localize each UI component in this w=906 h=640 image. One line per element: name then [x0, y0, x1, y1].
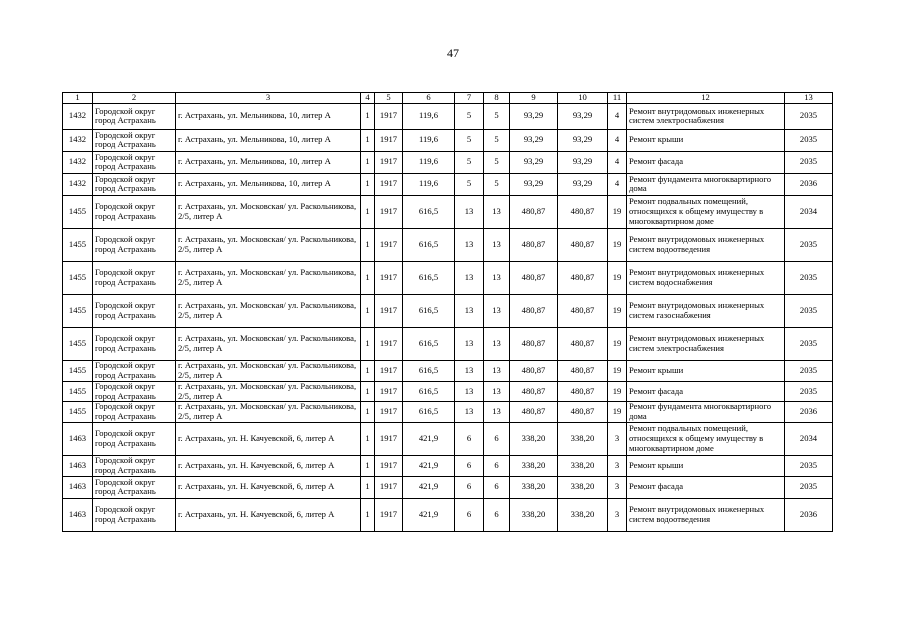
cell-municipality: Городской округ город Астрахань [93, 327, 176, 360]
cell-column-9: 93,29 [510, 173, 558, 195]
cell-column-10: 93,29 [558, 151, 608, 173]
cell-area: 616,5 [403, 294, 455, 327]
cell-year: 1917 [375, 498, 403, 531]
cell-row-id: 1455 [63, 228, 93, 261]
cell-area: 421,9 [403, 456, 455, 477]
cell-column-7: 13 [455, 360, 484, 381]
cell-column-11: 19 [608, 228, 627, 261]
cell-column-10: 338,20 [558, 423, 608, 456]
cell-plan-year: 2036 [785, 173, 833, 195]
table-row [63, 294, 833, 327]
cell-column-4: 1 [361, 103, 375, 129]
cell-area: 616,5 [403, 261, 455, 294]
cell-work-type: Ремонт фасада [627, 381, 785, 402]
cell-row-id: 1463 [63, 423, 93, 456]
table-row [63, 327, 833, 360]
cell-column-11: 3 [608, 423, 627, 456]
cell-address: г. Астрахань, ул. Московская/ ул. Раскольникова, 2/5, литер А [176, 195, 361, 228]
cell-column-11: 3 [608, 476, 627, 498]
cell-column-11: 19 [608, 294, 627, 327]
cell-column-10: 338,20 [558, 456, 608, 477]
cell-column-10: 338,20 [558, 476, 608, 498]
cell-column-7: 5 [455, 129, 484, 151]
cell-row-id: 1455 [63, 360, 93, 381]
cell-plan-year: 2034 [785, 423, 833, 456]
cell-work-type: Ремонт подвальных помещений, относящихся к общему имуществу в многоквартирном доме [627, 423, 785, 456]
cell-column-9: 480,87 [510, 294, 558, 327]
cell-column-11: 19 [608, 261, 627, 294]
cell-column-7: 6 [455, 476, 484, 498]
cell-column-8: 13 [484, 294, 510, 327]
table-row [63, 402, 833, 423]
cell-area: 616,5 [403, 381, 455, 402]
table-row [63, 129, 833, 151]
cell-column-8: 13 [484, 195, 510, 228]
cell-column-7: 13 [455, 294, 484, 327]
cell-year: 1917 [375, 476, 403, 498]
cell-column-9: 480,87 [510, 261, 558, 294]
table-row [63, 103, 833, 129]
cell-column-8: 13 [484, 228, 510, 261]
cell-column-10: 93,29 [558, 103, 608, 129]
cell-area: 119,6 [403, 129, 455, 151]
cell-column-4: 1 [361, 294, 375, 327]
cell-column-9: 93,29 [510, 129, 558, 151]
cell-row-id: 1463 [63, 456, 93, 477]
cell-year: 1917 [375, 195, 403, 228]
cell-column-11: 19 [608, 327, 627, 360]
cell-year: 1917 [375, 456, 403, 477]
cell-address: г. Астрахань, ул. Н. Качуевской, 6, литер А [176, 456, 361, 477]
header-cell: 13 [785, 93, 833, 104]
cell-municipality: Городской округ город Астрахань [93, 498, 176, 531]
cell-area: 616,5 [403, 360, 455, 381]
cell-column-8: 6 [484, 423, 510, 456]
cell-column-11: 4 [608, 151, 627, 173]
cell-year: 1917 [375, 360, 403, 381]
cell-column-9: 480,87 [510, 228, 558, 261]
cell-column-10: 338,20 [558, 498, 608, 531]
header-cell: 7 [455, 93, 484, 104]
cell-municipality: Городской округ город Астрахань [93, 228, 176, 261]
table-row [63, 381, 833, 402]
cell-area: 616,5 [403, 195, 455, 228]
cell-column-4: 1 [361, 423, 375, 456]
cell-column-9: 338,20 [510, 423, 558, 456]
cell-address: г. Астрахань, ул. Мельникова, 10, литер А [176, 173, 361, 195]
cell-plan-year: 2035 [785, 103, 833, 129]
cell-row-id: 1455 [63, 294, 93, 327]
cell-column-8: 13 [484, 381, 510, 402]
cell-column-10: 480,87 [558, 402, 608, 423]
cell-column-4: 1 [361, 173, 375, 195]
cell-column-7: 5 [455, 103, 484, 129]
cell-area: 421,9 [403, 476, 455, 498]
cell-work-type: Ремонт крыши [627, 360, 785, 381]
cell-column-11: 19 [608, 360, 627, 381]
cell-year: 1917 [375, 294, 403, 327]
cell-address: г. Астрахань, ул. Московская/ ул. Раскольникова, 2/5, литер А [176, 402, 361, 423]
cell-column-9: 480,87 [510, 402, 558, 423]
cell-year: 1917 [375, 402, 403, 423]
cell-column-11: 19 [608, 402, 627, 423]
cell-column-10: 480,87 [558, 327, 608, 360]
cell-column-4: 1 [361, 228, 375, 261]
cell-work-type: Ремонт внутридомовых инженерных систем газоснабжения [627, 294, 785, 327]
cell-column-10: 93,29 [558, 173, 608, 195]
header-cell: 3 [176, 93, 361, 104]
cell-address: г. Астрахань, ул. Московская/ ул. Раскольникова, 2/5, литер А [176, 327, 361, 360]
cell-column-4: 1 [361, 195, 375, 228]
cell-column-8: 5 [484, 173, 510, 195]
table-row [63, 228, 833, 261]
cell-column-9: 338,20 [510, 456, 558, 477]
header-cell: 10 [558, 93, 608, 104]
cell-year: 1917 [375, 327, 403, 360]
cell-column-10: 480,87 [558, 261, 608, 294]
cell-column-11: 19 [608, 195, 627, 228]
cell-column-11: 4 [608, 103, 627, 129]
cell-plan-year: 2035 [785, 360, 833, 381]
cell-column-4: 1 [361, 498, 375, 531]
cell-address: г. Астрахань, ул. Московская/ ул. Раскольникова, 2/5, литер А [176, 261, 361, 294]
cell-work-type: Ремонт фундамента многоквартирного дома [627, 402, 785, 423]
header-cell: 5 [375, 93, 403, 104]
cell-area: 421,9 [403, 423, 455, 456]
cell-column-11: 19 [608, 381, 627, 402]
cell-year: 1917 [375, 423, 403, 456]
cell-column-7: 5 [455, 151, 484, 173]
cell-plan-year: 2036 [785, 402, 833, 423]
table-row [63, 173, 833, 195]
cell-row-id: 1455 [63, 195, 93, 228]
cell-plan-year: 2035 [785, 294, 833, 327]
cell-municipality: Городской округ город Астрахань [93, 151, 176, 173]
cell-column-4: 1 [361, 402, 375, 423]
cell-plan-year: 2034 [785, 195, 833, 228]
cell-column-10: 480,87 [558, 228, 608, 261]
cell-column-9: 338,20 [510, 498, 558, 531]
header-cell: 6 [403, 93, 455, 104]
cell-work-type: Ремонт внутридомовых инженерных систем водоотведения [627, 498, 785, 531]
cell-column-9: 338,20 [510, 476, 558, 498]
cell-column-7: 6 [455, 498, 484, 531]
table-row [63, 423, 833, 456]
cell-year: 1917 [375, 228, 403, 261]
cell-address: г. Астрахань, ул. Московская/ ул. Раскольникова, 2/5, литер А [176, 294, 361, 327]
cell-row-id: 1432 [63, 151, 93, 173]
cell-row-id: 1463 [63, 476, 93, 498]
cell-address: г. Астрахань, ул. Московская/ ул. Раскольникова, 2/5, литер А [176, 228, 361, 261]
table-row [63, 261, 833, 294]
cell-column-8: 6 [484, 498, 510, 531]
header-cell: 12 [627, 93, 785, 104]
cell-area: 616,5 [403, 402, 455, 423]
cell-area: 616,5 [403, 228, 455, 261]
cell-work-type: Ремонт внутридомовых инженерных систем водоснабжения [627, 261, 785, 294]
cell-municipality: Городской округ город Астрахань [93, 360, 176, 381]
cell-row-id: 1463 [63, 498, 93, 531]
cell-plan-year: 2035 [785, 456, 833, 477]
cell-row-id: 1455 [63, 381, 93, 402]
cell-column-8: 6 [484, 456, 510, 477]
cell-column-4: 1 [361, 476, 375, 498]
header-cell: 1 [63, 93, 93, 104]
cell-year: 1917 [375, 261, 403, 294]
cell-column-7: 13 [455, 195, 484, 228]
table-row [63, 360, 833, 381]
cell-column-7: 13 [455, 228, 484, 261]
table-row [63, 476, 833, 498]
header-cell: 2 [93, 93, 176, 104]
cell-column-11: 3 [608, 498, 627, 531]
cell-plan-year: 2035 [785, 129, 833, 151]
cell-work-type: Ремонт крыши [627, 456, 785, 477]
cell-column-7: 6 [455, 456, 484, 477]
cell-column-9: 480,87 [510, 360, 558, 381]
table-row [63, 456, 833, 477]
cell-column-4: 1 [361, 360, 375, 381]
cell-plan-year: 2035 [785, 327, 833, 360]
cell-area: 119,6 [403, 151, 455, 173]
cell-municipality: Городской округ город Астрахань [93, 129, 176, 151]
cell-column-8: 13 [484, 327, 510, 360]
cell-address: г. Астрахань, ул. Н. Качуевской, 6, литер А [176, 498, 361, 531]
cell-plan-year: 2035 [785, 381, 833, 402]
cell-work-type: Ремонт фундамента многоквартирного дома [627, 173, 785, 195]
cell-municipality: Городской округ город Астрахань [93, 261, 176, 294]
cell-plan-year: 2035 [785, 151, 833, 173]
cell-column-4: 1 [361, 261, 375, 294]
cell-address: г. Астрахань, ул. Н. Качуевской, 6, литер А [176, 476, 361, 498]
cell-year: 1917 [375, 151, 403, 173]
cell-municipality: Городской округ город Астрахань [93, 381, 176, 402]
cell-column-4: 1 [361, 129, 375, 151]
cell-column-4: 1 [361, 151, 375, 173]
cell-column-4: 1 [361, 381, 375, 402]
cell-column-9: 480,87 [510, 195, 558, 228]
cell-municipality: Городской округ город Астрахань [93, 173, 176, 195]
cell-column-8: 5 [484, 151, 510, 173]
cell-column-7: 13 [455, 381, 484, 402]
page-number: 47 [447, 46, 459, 60]
header-cell: 4 [361, 93, 375, 104]
cell-plan-year: 2035 [785, 228, 833, 261]
cell-address: г. Астрахань, ул. Московская/ ул. Раскольникова, 2/5, литер А [176, 381, 361, 402]
cell-year: 1917 [375, 129, 403, 151]
cell-address: г. Астрахань, ул. Мельникова, 10, литер А [176, 103, 361, 129]
cell-column-7: 13 [455, 327, 484, 360]
cell-column-7: 13 [455, 261, 484, 294]
cell-year: 1917 [375, 173, 403, 195]
cell-column-10: 480,87 [558, 381, 608, 402]
header-row [63, 93, 833, 104]
cell-row-id: 1432 [63, 129, 93, 151]
cell-municipality: Городской округ город Астрахань [93, 103, 176, 129]
cell-address: г. Астрахань, ул. Московская/ ул. Раскольникова, 2/5, литер А [176, 360, 361, 381]
cell-column-11: 4 [608, 173, 627, 195]
cell-municipality: Городской округ город Астрахань [93, 456, 176, 477]
cell-column-8: 5 [484, 103, 510, 129]
cell-column-8: 6 [484, 476, 510, 498]
cell-column-8: 13 [484, 360, 510, 381]
cell-column-4: 1 [361, 456, 375, 477]
cell-area: 119,6 [403, 173, 455, 195]
cell-row-id: 1432 [63, 103, 93, 129]
cell-address: г. Астрахань, ул. Н. Качуевской, 6, литер А [176, 423, 361, 456]
cell-column-10: 480,87 [558, 294, 608, 327]
cell-column-8: 5 [484, 129, 510, 151]
cell-municipality: Городской округ город Астрахань [93, 195, 176, 228]
cell-column-7: 5 [455, 173, 484, 195]
header-cell: 9 [510, 93, 558, 104]
cell-plan-year: 2035 [785, 476, 833, 498]
cell-column-10: 480,87 [558, 360, 608, 381]
cell-municipality: Городской округ город Астрахань [93, 294, 176, 327]
cell-column-9: 480,87 [510, 381, 558, 402]
cell-column-10: 93,29 [558, 129, 608, 151]
cell-row-id: 1455 [63, 402, 93, 423]
cell-municipality: Городской округ город Астрахань [93, 476, 176, 498]
cell-column-4: 1 [361, 327, 375, 360]
cell-year: 1917 [375, 103, 403, 129]
cell-column-7: 13 [455, 402, 484, 423]
table-row [63, 498, 833, 531]
cell-year: 1917 [375, 381, 403, 402]
cell-municipality: Городской округ город Астрахань [93, 402, 176, 423]
cell-column-10: 480,87 [558, 195, 608, 228]
cell-work-type: Ремонт крыши [627, 129, 785, 151]
header-cell: 11 [608, 93, 627, 104]
cell-work-type: Ремонт фасада [627, 151, 785, 173]
cell-address: г. Астрахань, ул. Мельникова, 10, литер А [176, 129, 361, 151]
table-row [63, 195, 833, 228]
cell-work-type: Ремонт внутридомовых инженерных систем водоотведения [627, 228, 785, 261]
cell-column-8: 13 [484, 402, 510, 423]
cell-municipality: Городской округ город Астрахань [93, 423, 176, 456]
cell-area: 421,9 [403, 498, 455, 531]
cell-work-type: Ремонт фасада [627, 476, 785, 498]
cell-row-id: 1455 [63, 261, 93, 294]
cell-column-9: 93,29 [510, 151, 558, 173]
cell-work-type: Ремонт внутридомовых инженерных систем электроснабжения [627, 103, 785, 129]
cell-column-7: 6 [455, 423, 484, 456]
cell-column-11: 4 [608, 129, 627, 151]
header-cell: 8 [484, 93, 510, 104]
cell-column-9: 480,87 [510, 327, 558, 360]
cell-row-id: 1432 [63, 173, 93, 195]
cell-plan-year: 2035 [785, 261, 833, 294]
cell-work-type: Ремонт внутридомовых инженерных систем электроснабжения [627, 327, 785, 360]
cell-column-8: 13 [484, 261, 510, 294]
cell-column-11: 3 [608, 456, 627, 477]
cell-column-9: 93,29 [510, 103, 558, 129]
cell-row-id: 1455 [63, 327, 93, 360]
cell-address: г. Астрахань, ул. Мельникова, 10, литер А [176, 151, 361, 173]
cell-plan-year: 2036 [785, 498, 833, 531]
capital-repair-table [62, 92, 833, 532]
cell-area: 119,6 [403, 103, 455, 129]
cell-work-type: Ремонт подвальных помещений, относящихся к общему имуществу в многоквартирном доме [627, 195, 785, 228]
cell-area: 616,5 [403, 327, 455, 360]
table-row [63, 151, 833, 173]
